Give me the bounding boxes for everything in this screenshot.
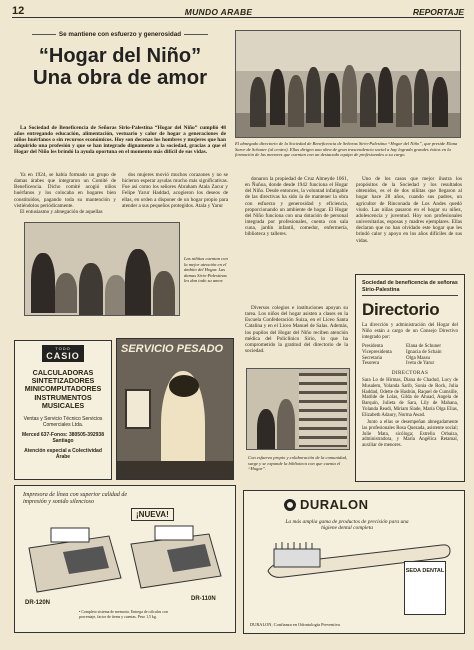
photo-children <box>24 222 180 316</box>
casio-address: Merced 637-Fonos: 380505-392938 Santiago <box>22 432 104 445</box>
casio-brand: CASIO <box>46 351 80 361</box>
printer-model-left: DR-120N <box>25 600 51 606</box>
casio-ad <box>14 340 112 480</box>
printer-model-right: DR-110N <box>191 596 216 602</box>
printer-headline: Impresora de línea con superior calidad de impresión y sonido silencioso <box>23 492 128 505</box>
duralon-ad <box>243 490 465 634</box>
photo-children-caption: Las niñitas cuentan con la mejor atención en el ámbito del Hogar. Las damas Sirio-Palestinas les dan todo su amor. <box>184 256 228 283</box>
article-column-1 <box>14 172 116 215</box>
section-name: REPORTAJE <box>412 7 464 17</box>
casio-line: INSTRUMENTOS MUSICALES <box>34 392 92 410</box>
photo-board-group <box>235 30 461 138</box>
role-row: Vicepresidenta Ignacia de Schain <box>362 349 442 355</box>
directory-roles <box>362 344 458 368</box>
dental-floss-box <box>404 561 446 615</box>
printer-ad <box>14 485 236 633</box>
paragraph: dos mujeres movió muchos corazones y no se hicieron esperar ayudas mucho más significativas. Fue así como los señores Abraham Atala Zacur y Felipe Yarur Haddad, acogieron los deseos de ellas, en orden a disponer de un hogar propio para atender a sus pequeños protegidos. Atala y Yarur <box>122 172 228 209</box>
duralon-logo <box>284 497 369 512</box>
directoras-list: Sara Lo de Hirmas, Diana de Chadud, Lucy de Musalem, Yolanda Sarib, Sonia de Rock, Julia Haddad, Odette de Hasbún, Raquel de Cumsille, Matilde de Lolas, Gilda de Ahuad, Angela de Barquín, Julieta de Sara, Lily de Mahana, Yolanda Readi, Miriam Slade, María Olga Elias, Elizabeth Adaury, Norma Awad. <box>362 378 458 418</box>
casio-logo-box <box>42 345 84 362</box>
casio-line: MINICOMPUTADORES <box>24 384 102 394</box>
printer-right-icon <box>131 526 221 588</box>
casio-delivery: Atención especial a Colectividad Árabe <box>24 448 102 461</box>
casio-tag: TODO <box>55 346 71 351</box>
role-row: Presidenta Elana de Schuner <box>362 343 441 349</box>
dental-floss-label: SEDA DENTAL <box>405 568 445 574</box>
publication-name: MUNDO ARABE <box>184 7 253 17</box>
photo-board-caption: El abnegado directorio de la Sociedad de Beneficencia de Señoras Sirio-Palestina “Hogar del Niño”, que preside Elana Saror de Schuner (al centro). Ellas dirigen una obra de gran trascendencia social a hay logrado grandes éxitos en la formación de las menores que cuentan con un destacado equipo de profesionales a su cargo. <box>235 141 458 157</box>
paragraph: donaron la propiedad de Cruz Almeyde 1061, en Ñuñoa, donde desde 1942 funciona el Hogar del Niño. Desde entonces, la voluntad infatigable de las directivas ha sido la de mantener la obra con esfuerzo y generosidad y eficiencia, proporcionando un ambiente de hogar. El Hogar del Niño funciona con una dotación de personal integrada por profesionales, cuenta con sala cuna, jardín infantil, comedor, enfermería, biblioteca y talleres. <box>245 176 348 238</box>
page-header <box>12 4 464 18</box>
article-kicker: Se mantiene con esfuerzo y generosidad <box>14 31 226 38</box>
directory-intro: La dirección y administración del Hogar del Niño están a cargo de un Consejo Directivo integrado por: <box>362 323 458 340</box>
printer-badge: ¡NUEVA! <box>131 508 174 521</box>
photo-library <box>246 368 350 450</box>
servicio-pesado-title: SERVICIO PESADO <box>121 343 224 355</box>
directory-title: Directorio <box>362 300 440 319</box>
article-title-line2: Una obra de amor <box>32 66 208 89</box>
casio-products <box>19 369 107 410</box>
casio-line: CALCULADORAS <box>32 368 94 377</box>
printer-footnote: • Completo sistema de memoria. Entrega de cálculos con porcentaje, factor de ítems y cuentas. Peso 1,5 kg. <box>79 610 168 619</box>
servicio-pesado-ad <box>116 338 234 480</box>
duralon-tagline: La más amplia gama de productos de precisión para una higiene dental completa <box>285 519 409 532</box>
casio-service: Ventas y Servicio Técnico Servicios Comerciales Ltda. <box>23 416 103 429</box>
article-column-3 <box>245 176 348 238</box>
printer-left-icon <box>29 528 121 592</box>
duralon-logo-icon <box>284 499 296 511</box>
paragraph: Uno de los casos que mejor ilustra los propósitos de la Sociedad y los resultados obtenidos, es el de dos niñitas que llegaron al hogar hace 28 años, cuando sus padres, un agricultor de Rinconada de Los Andes quedó viudo. Las niñas pasaron en el hogar su niñez, adolescencia y juventud. Hoy son profesionales universitarias, esposas y madres ejemplares. Ellas declaran que no han olvidado este hogar que les brindó calor y apoyo en los años difíciles de sus vidas. <box>356 176 462 244</box>
paragraph: El entusiasmo y abnegación de aquellas <box>20 208 103 215</box>
duralon-brand: DURALON <box>300 497 369 512</box>
directory-kicker: Sociedad de beneficencia de señoras Sirio-Palestina <box>362 280 458 296</box>
duralon-footer: DURALON, Confianza en Odontología Preventiva <box>250 622 340 627</box>
printer-illustration <box>23 522 229 602</box>
page-number: 12 <box>12 5 25 17</box>
article-column-4 <box>356 176 462 244</box>
role-row: Secretaria Olga Massu <box>362 355 431 361</box>
paragraph: Ya en 1924, se había formado un grupo de damas árabes que integraron un Comité de Beneficencia. Dicho comité acogió niños huérfanos y los colocaba en hogares bien constituidos, pagando toda su mantención y vistiéndolos periódicamente. <box>14 172 116 209</box>
photo-library-caption: Con esfuerzo propio y colaboración de la comunidad, surge y se expande la biblioteca con que cuenta el “Hogar”. <box>248 455 348 471</box>
directoras-label: DIRECTORAS <box>391 370 429 377</box>
directory-box <box>355 274 465 482</box>
article-column-3-lower <box>245 305 348 354</box>
article-lead: La Sociedad de Beneficencia de Señoras Sirio-Palestina “Hogar del Niño” cumplió 48 años entregando educación, alimentación, vestuario y calor de hogar a generaciones de niños huérfanos o sin recursos económicos. Hoy son decenas los hombres y mujeres que han adquirido una profesión y que se han integrado dignamente a la sociedad, gracias a que el Hogar del Niño les brindó la ayuda oportuna en el momento más difícil de sus vidas. <box>14 125 226 156</box>
article-title-line1: “Hogar del Niño” <box>38 45 202 67</box>
paragraph: Diversos colegios e instituciones apoyan su tarea. Los niños del hogar asisten a clases en la Escuela Confederación Suiza, en el Liceo Santa Catalina y en el Liceo Manuel de Salas. Además, los pupilos del Hogar del Niño reciben atención médica del Policlínico Sirio, lo que ha comprometido la gratitud del directorio de la sociedad. <box>245 305 348 355</box>
role-row: Tesorera Iveta de Yarur <box>362 361 435 367</box>
casio-line: SINTETIZADORES <box>31 376 95 386</box>
directory-closing: Junto a ellas se desempeñan abnegadamente las profesionales Rosa Quezada, asistente social; Julie Mata, sicóloga; Estrella Orbaiza, administradora, y María Angélica Retamal, auxiliar de menores. <box>362 420 458 449</box>
article-column-2 <box>122 172 228 209</box>
